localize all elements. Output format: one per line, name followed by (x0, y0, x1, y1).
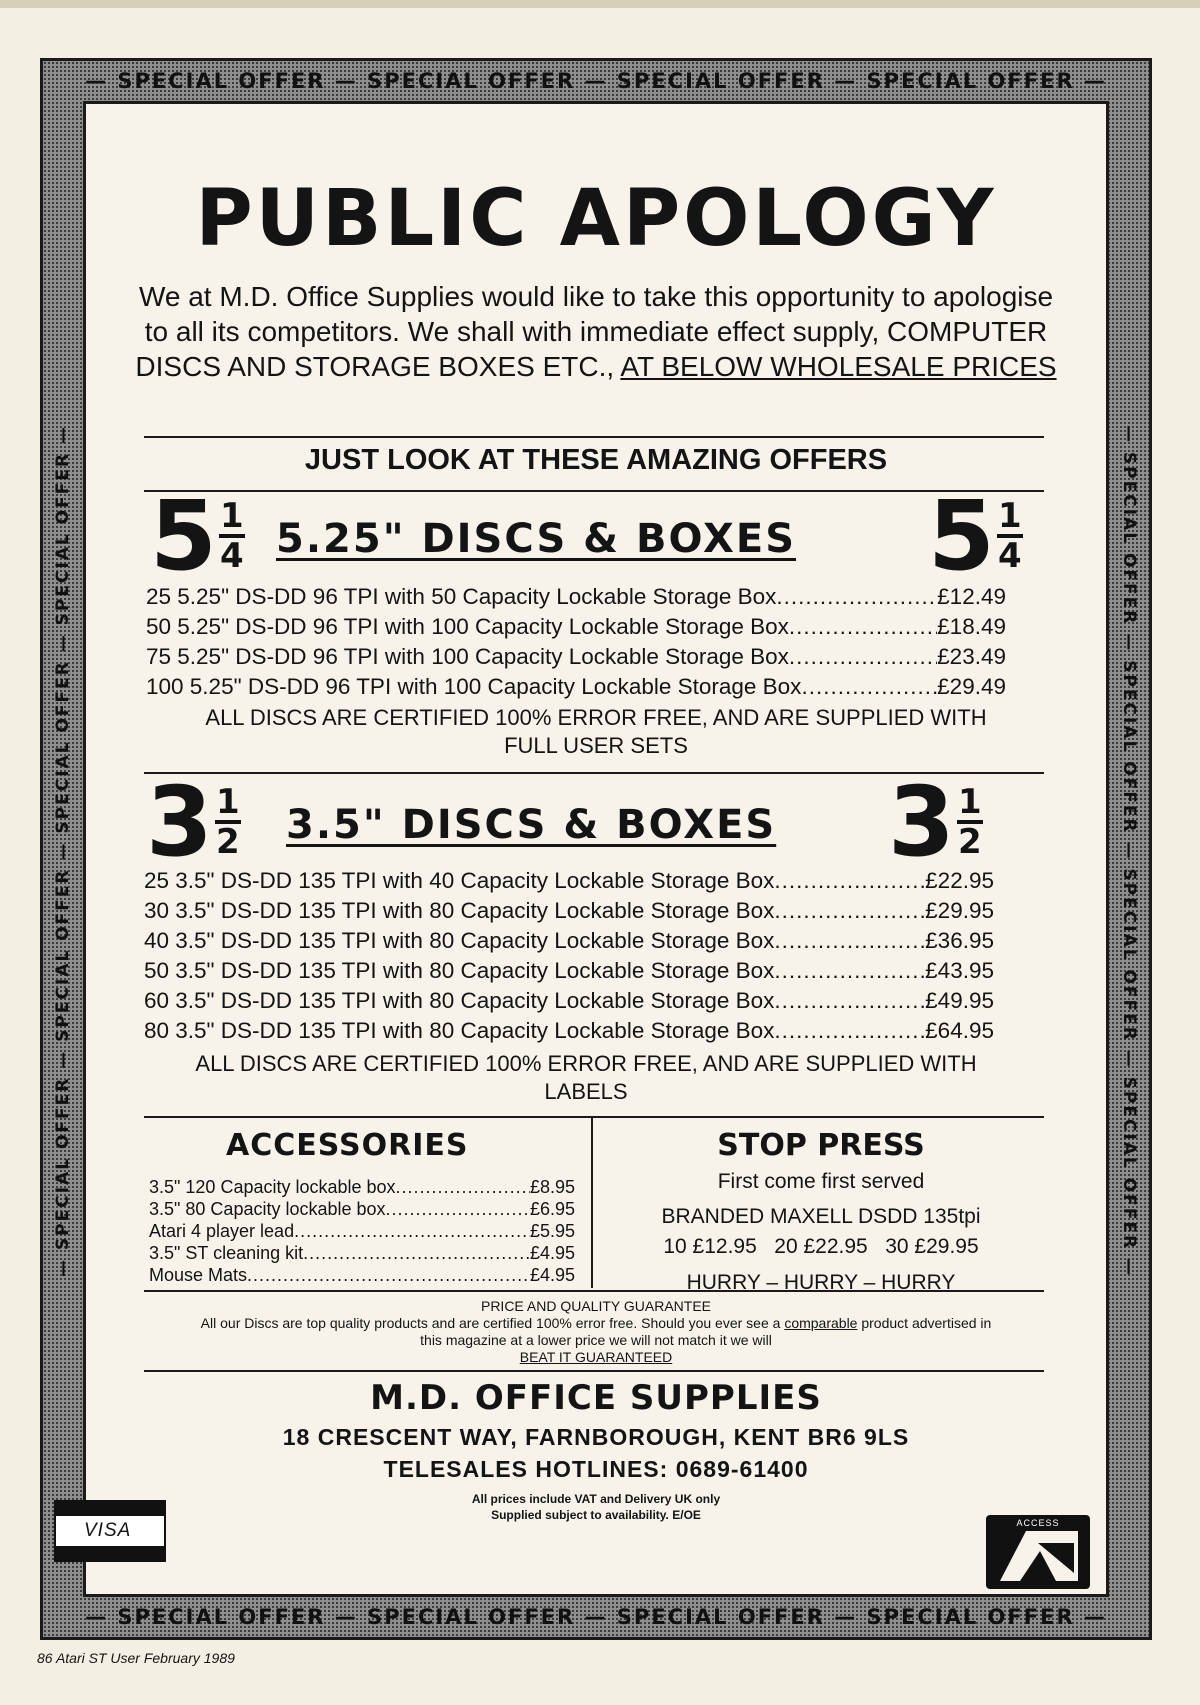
item-description: 3.5" 120 Capacity lockable box (149, 1177, 396, 1197)
divider (144, 490, 1044, 492)
item-price: £5.95 (529, 1221, 575, 1241)
leader-dots (776, 582, 937, 612)
item-description: 3.5" ST cleaning kit (149, 1243, 304, 1263)
guarantee-underlined: comparable (784, 1315, 858, 1331)
leader-dots (386, 1198, 530, 1220)
price-row (144, 896, 994, 926)
item-description: 60 3.5" DS-DD 135 TPI with 80 Capacity Lockable Storage Box (144, 988, 775, 1013)
guarantee-text: product advertised in this magazine at a lower price we will not match it we will (420, 1315, 992, 1348)
page-fold-shadow (0, 0, 1200, 8)
stop-press-prices: 10 £12.95 20 £22.95 30 £29.95 (663, 1235, 979, 1258)
certification-note-35: ALL DISCS ARE CERTIFIED 100% ERROR FREE, AND ARE SUPPLIED WITH LABELS (195, 1051, 977, 1104)
leader-dots (774, 926, 925, 956)
item-price: £29.95 (925, 898, 994, 923)
price-row (149, 1220, 575, 1242)
item-price: £22.95 (925, 868, 994, 893)
divider (144, 436, 1044, 438)
item-price: £8.95 (529, 1177, 575, 1197)
special-offer-text: — SPECIAL OFFER — SPECIAL OFFER — SPECIAL OFFER — SPECIAL OFFER — (85, 69, 1107, 93)
special-offer-text: — SPECIAL OFFER — SPECIAL OFFER — SPECIAL OFFER — SPECIAL OFFER — (53, 425, 73, 1277)
price-row (146, 672, 1006, 702)
leader-dots (774, 986, 925, 1016)
price-row (149, 1264, 575, 1286)
accessories-title: ACCESSORIES (226, 1128, 469, 1163)
stop-press-line: BRANDED MAXELL DSDD 135tpi (661, 1205, 981, 1228)
fraction-5-quarter-left: 5 1 4 (150, 480, 244, 592)
price-row (149, 1176, 575, 1198)
item-price: £49.95 (925, 988, 994, 1013)
item-price: £43.95 (925, 958, 994, 983)
item-description: 3.5" 80 Capacity lockable box (149, 1199, 386, 1219)
item-description: Atari 4 player lead (149, 1221, 295, 1241)
leader-dots (396, 1176, 530, 1198)
guarantee-title: PRICE AND QUALITY GUARANTEE (480, 1298, 711, 1314)
price-row (149, 1198, 575, 1220)
item-description: 50 5.25" DS-DD 96 TPI with 100 Capacity Lockable Storage Box (146, 614, 789, 639)
access-card-logo: ACCESS (986, 1515, 1090, 1589)
item-description: 100 5.25" DS-DD 96 TPI with 100 Capacity Lockable Storage Box (146, 674, 802, 699)
visa-logo: VISA (54, 1500, 166, 1562)
item-price: £4.95 (529, 1243, 575, 1263)
headline: PUBLIC APOLOGY (195, 174, 997, 264)
stop-press-line: First come first served (717, 1170, 925, 1193)
item-price: £6.95 (529, 1199, 575, 1219)
stop-press-title: STOP PRESS (717, 1128, 925, 1163)
item-price: £29.49 (937, 674, 1006, 699)
item-price: £4.95 (529, 1265, 575, 1285)
leader-dots (774, 1016, 925, 1046)
price-guarantee (196, 1298, 996, 1366)
fraction-5-quarter-right: 5 1 4 (928, 480, 1022, 592)
special-offer-strip-left (45, 101, 81, 1601)
guarantee-text: All our Discs are top quality products and are certified 100% error free. Should you ever see a (200, 1315, 785, 1331)
special-offer-strip-right (1111, 101, 1147, 1601)
special-offer-text: — SPECIAL OFFER — SPECIAL OFFER — SPECIAL OFFER — SPECIAL OFFER — (85, 1605, 1107, 1629)
offers-heading: JUST LOOK AT THESE AMAZING OFFERS (304, 444, 888, 476)
leader-dots (801, 672, 937, 702)
price-row (146, 612, 1006, 642)
price-row (144, 1016, 994, 1046)
company-phone: TELESALES HOTLINES: 0689-61400 (383, 1456, 809, 1482)
divider (144, 1370, 1044, 1372)
special-offer-strip-top (43, 63, 1149, 99)
leader-dots (303, 1242, 530, 1264)
leader-dots (774, 866, 925, 896)
section-title-525: 5.25" DISCS & BOXES (276, 516, 797, 562)
availability-note: Supplied subject to availability. E/OE (491, 1508, 701, 1522)
price-row (144, 986, 994, 1016)
intro-underlined: AT BELOW WHOLESALE PRICES (620, 351, 1057, 382)
item-description: 80 3.5" DS-DD 135 TPI with 80 Capacity Lockable Storage Box (144, 1018, 775, 1043)
divider (144, 1116, 1044, 1118)
price-row (149, 1242, 575, 1264)
item-description: 75 5.25" DS-DD 96 TPI with 100 Capacity Lockable Storage Box (146, 644, 789, 669)
company-address: 18 CRESCENT WAY, FARNBOROUGH, KENT BR6 9LS (282, 1424, 910, 1450)
section-title-35: 3.5" DISCS & BOXES (286, 802, 777, 848)
stop-press-box (601, 1126, 1041, 1300)
intro-paragraph (126, 279, 1066, 384)
divider (144, 1290, 1044, 1292)
intro-text: We at M.D. Office Supplies would like to take this opportunity to apologise to all its competitors. We shall with immediate effect supply, COMPUTER DISCS AND STORAGE BOXES ETC., (135, 281, 1054, 382)
special-offer-text: — SPECIAL OFFER — SPECIAL OFFER — SPECIAL OFFER — SPECIAL OFFER — (1119, 425, 1139, 1277)
leader-dots (789, 642, 937, 672)
price-list-35 (144, 866, 994, 1046)
item-price: £64.95 (925, 1018, 994, 1043)
column-divider (591, 1118, 593, 1288)
item-price: £12.49 (937, 584, 1006, 609)
leader-dots (294, 1220, 530, 1242)
stop-press-line: HURRY – HURRY – HURRY (686, 1271, 956, 1294)
item-price: £36.95 (925, 928, 994, 953)
fraction-3-half-left: 3 1 2 (146, 766, 240, 878)
price-row (144, 926, 994, 956)
item-description: Mouse Mats (149, 1265, 248, 1285)
certification-note-525: ALL DISCS ARE CERTIFIED 100% ERROR FREE, AND ARE SUPPLIED WITH FULL USER SETS (205, 705, 987, 758)
leader-dots (247, 1264, 530, 1286)
magazine-footer: 86 Atari ST User February 1989 (37, 1650, 235, 1666)
item-description: 25 5.25" DS-DD 96 TPI with 50 Capacity Lockable Storage Box (146, 584, 777, 609)
item-description: 40 3.5" DS-DD 135 TPI with 80 Capacity Lockable Storage Box (144, 928, 775, 953)
leader-dots (789, 612, 937, 642)
item-description: 50 3.5" DS-DD 135 TPI with 80 Capacity Lockable Storage Box (144, 958, 775, 983)
price-row (146, 642, 1006, 672)
vat-note: All prices include VAT and Delivery UK only (471, 1492, 721, 1506)
fraction-3-half-right: 3 1 2 (888, 766, 982, 878)
item-description: 25 3.5" DS-DD 135 TPI with 40 Capacity Lockable Storage Box (144, 868, 775, 893)
price-row (144, 956, 994, 986)
price-list-525 (146, 582, 1006, 702)
company-name: M.D. OFFICE SUPPLIES (370, 1378, 822, 1418)
beat-it-guaranteed: BEAT IT GUARANTEED (519, 1349, 673, 1365)
item-price: £18.49 (937, 614, 1006, 639)
advert-frame (40, 58, 1152, 1640)
price-row (146, 582, 1006, 612)
advert-panel (83, 101, 1109, 1597)
special-offer-strip-bottom (43, 1599, 1149, 1635)
price-row (144, 866, 994, 896)
leader-dots (774, 956, 925, 986)
item-price: £23.49 (937, 644, 1006, 669)
item-description: 30 3.5" DS-DD 135 TPI with 80 Capacity Lockable Storage Box (144, 898, 775, 923)
leader-dots (774, 896, 925, 926)
accessories-list (149, 1176, 575, 1286)
